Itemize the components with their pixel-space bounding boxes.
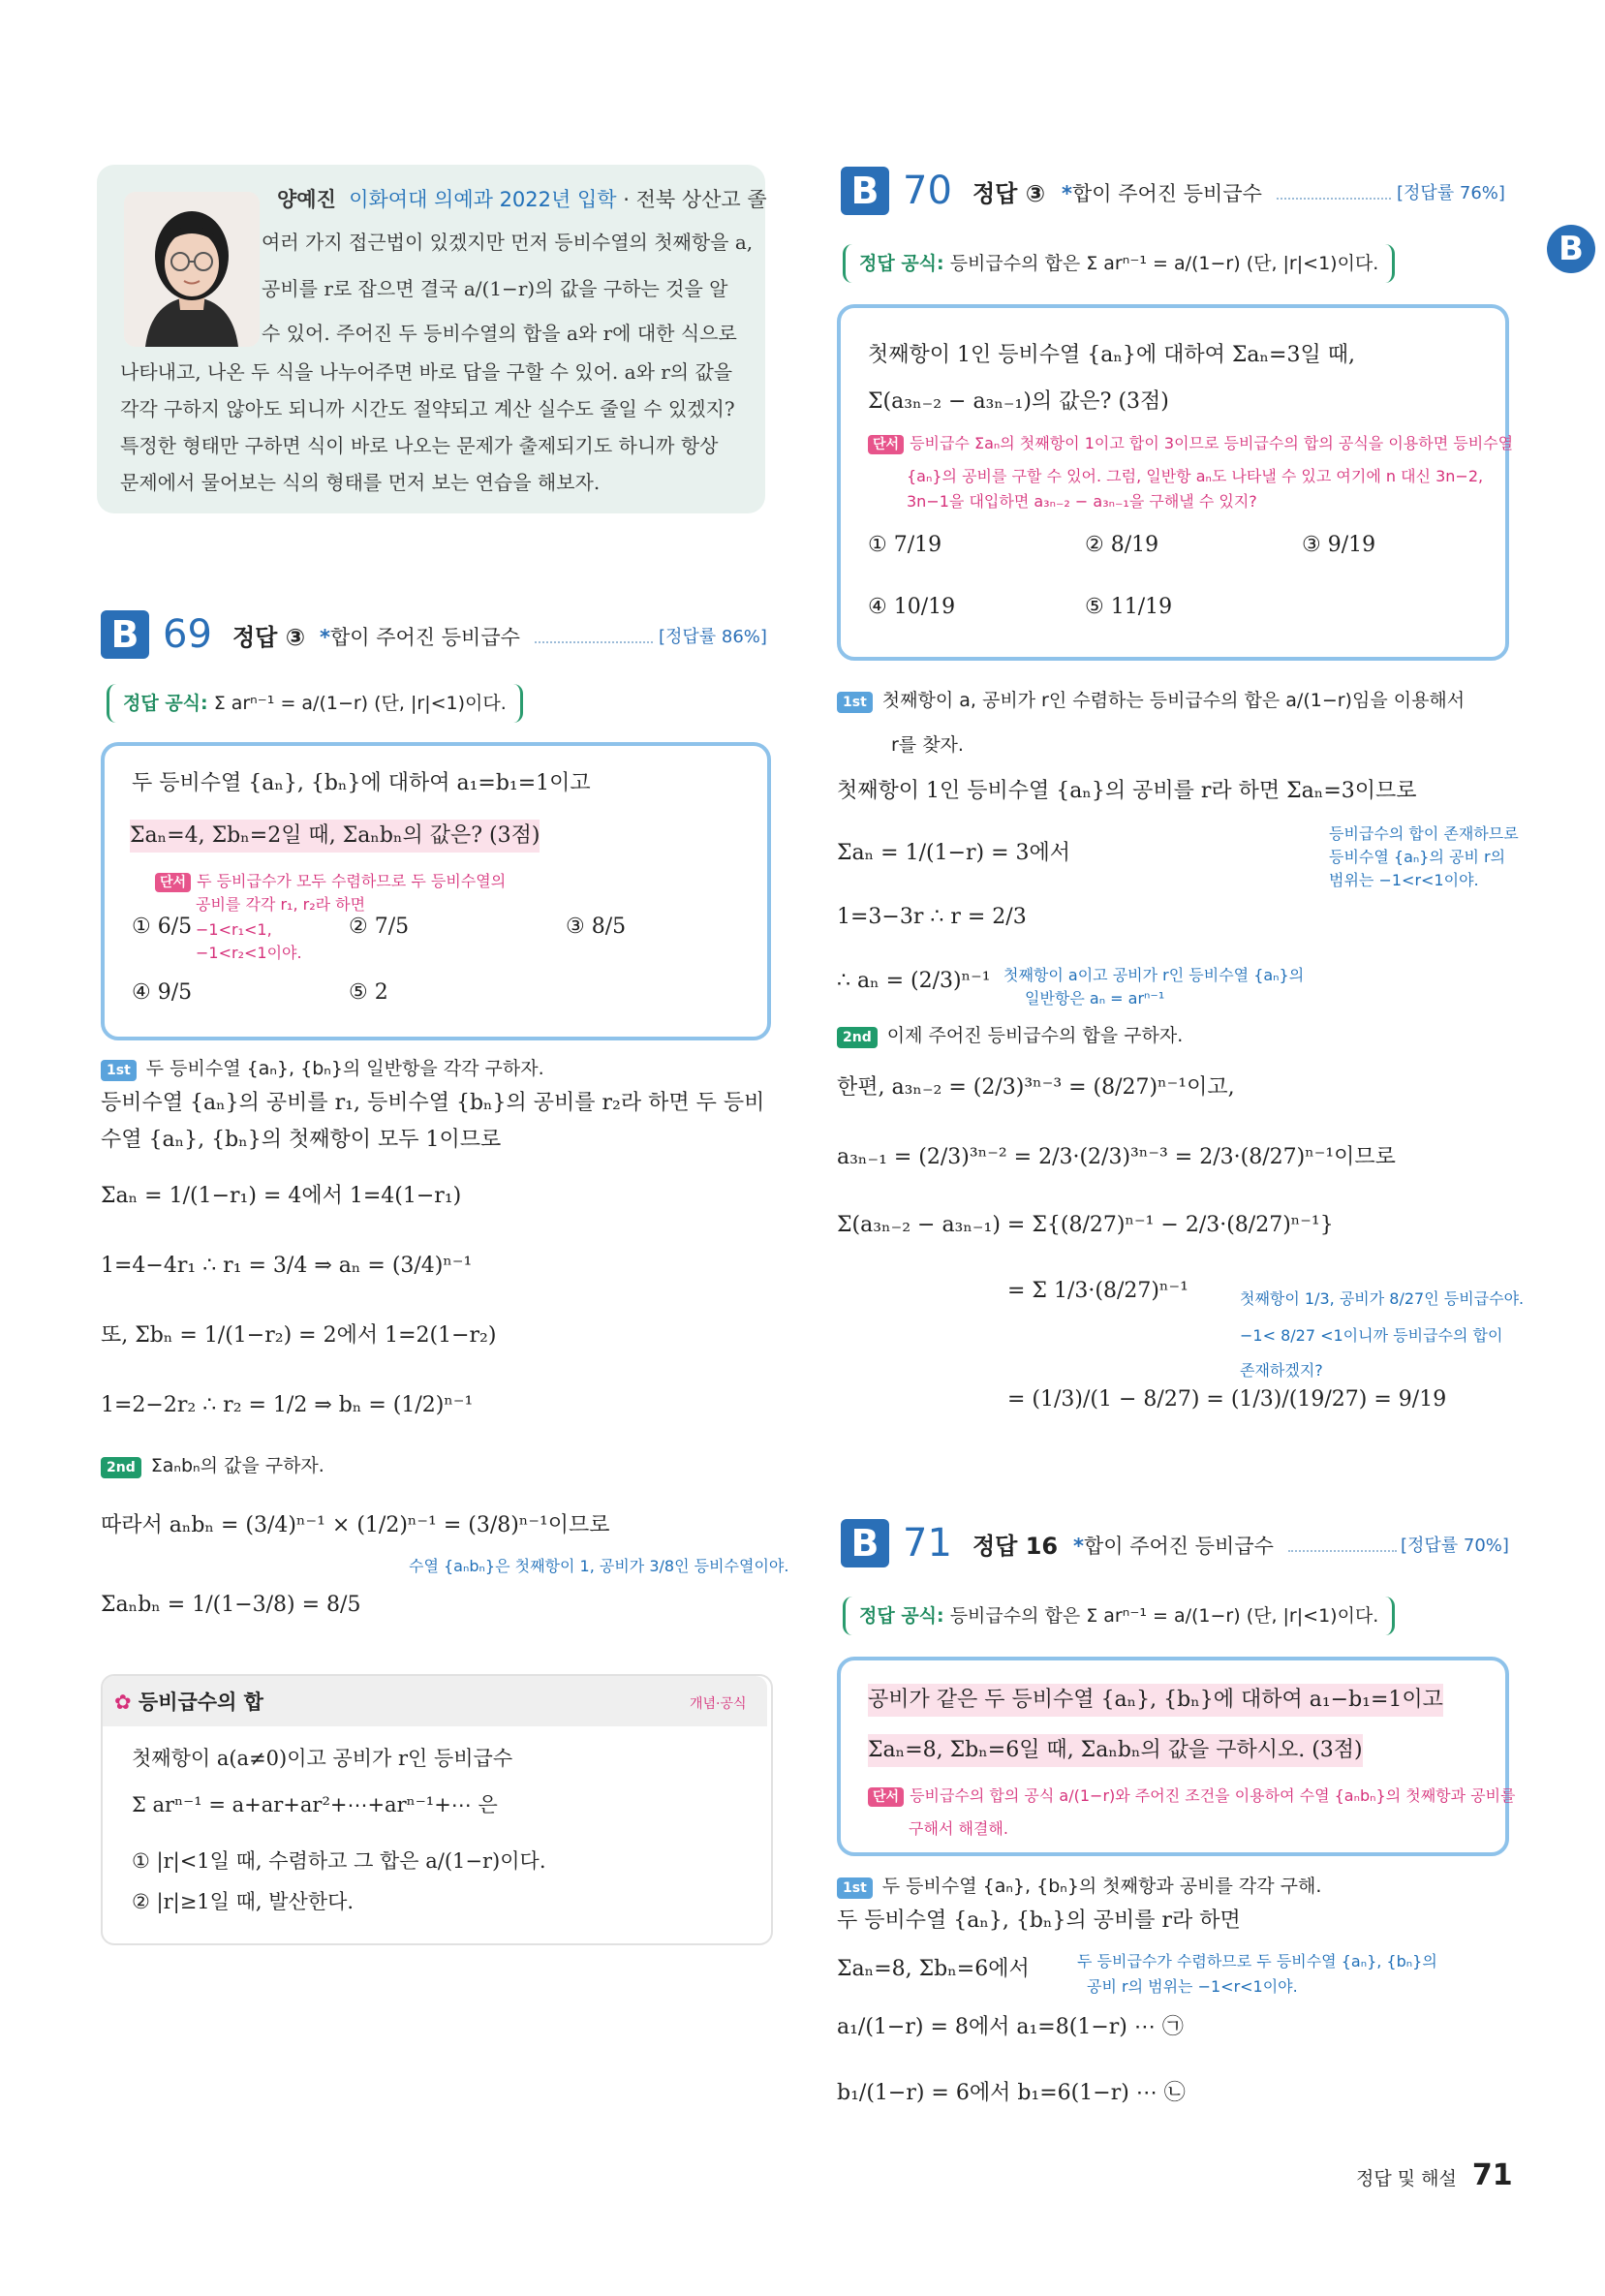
interviewee-name: 양예진 xyxy=(277,188,336,211)
student-portrait-icon xyxy=(124,192,260,347)
choice-1: ① 6/5 xyxy=(132,915,193,939)
solution-note: 첫째항이 1/3, 공비가 8/27인 등비급수야. xyxy=(1240,1289,1525,1308)
problem-69-hint: 단서 두 등비급수가 모두 수렴하므로 두 등비수열의 xyxy=(155,870,506,893)
solution-note: 첫째항이 a이고 공비가 r인 등비수열 {aₙ}의 xyxy=(1003,966,1305,984)
problem-69-rate: [정답률 86%] xyxy=(659,627,767,647)
formula-label: 정답 공식: xyxy=(123,693,208,714)
interviewee-school: 이화여대 의예과 2022년 입학 xyxy=(349,188,617,211)
interview-line: 나타내고, 나온 두 식을 나누어주면 바로 답을 구할 수 있어. a와 r의 값을 xyxy=(120,360,733,384)
solution-line: a₃ₙ₋₁ = (2/3)³ⁿ⁻² = 2/3·(2/3)³ⁿ⁻³ = 2/3·(8/27)ⁿ⁻¹이므로 xyxy=(837,1145,1396,1169)
problem-70-hint: 단서 등비급수 Σaₙ의 첫째항이 1이고 합이 3이므로 등비급수의 합의 공식을 이용하면 등비수열 xyxy=(868,432,1513,455)
footer-label: 정답 및 해설 xyxy=(1356,2168,1457,2189)
problem-70-number: 70 xyxy=(903,169,952,213)
choice-5: ⑤ 2 xyxy=(349,980,388,1005)
interview-line: 특정한 형태만 구하면 식이 바로 나오는 문제가 출제되기도 하니까 항상 xyxy=(120,434,719,457)
concept-tag: 개념·공식 xyxy=(690,1696,747,1712)
problem-70-topic: *합이 주어진 등비급수 xyxy=(1062,182,1262,205)
solution-note: −1< 8/27 <1이니까 등비급수의 합이 xyxy=(1240,1326,1503,1345)
concept-line: ② |r|≥1일 때, 발산한다. xyxy=(132,1890,355,1913)
solution-line: b₁/(1−r) = 6에서 b₁=6(1−r) ⋯ ㉡ xyxy=(837,2081,1186,2105)
question-line: Σaₙ=8, Σbₙ=6일 때, Σaₙbₙ의 값을 구하시오. (3점) xyxy=(868,1734,1363,1767)
hint-line: −1<r₂<1이야. xyxy=(196,944,302,962)
formula-text: 등비급수의 합은 Σ arⁿ⁻¹ = a/(1−r) (단, |r|<1)이다. xyxy=(949,1605,1379,1627)
hint-line: −1<r₁<1, xyxy=(196,920,272,939)
problem-69-badge: B xyxy=(101,610,149,659)
choice-4: ④ 10/19 xyxy=(868,595,956,619)
question-line: Σaₙ=4, Σbₙ=2일 때, Σaₙbₙ의 값은? (3점) xyxy=(130,820,540,853)
question-line: 두 등비수열 {aₙ}, {bₙ}에 대하여 a₁=b₁=1이고 xyxy=(132,771,591,795)
concept-line: Σ arⁿ⁻¹ = a+ar+ar²+⋯+arⁿ⁻¹+⋯ 은 xyxy=(132,1793,498,1816)
choice-3-correct: ③ 8/5 xyxy=(566,915,627,939)
leader-dots xyxy=(535,641,653,643)
problem-70-formula xyxy=(843,244,1395,283)
problem-69-formula xyxy=(107,684,523,723)
formula-text: 등비급수의 합은 Σ arⁿ⁻¹ = a/(1−r) (단, |r|<1)이다. xyxy=(949,253,1379,274)
solution-note: 등비급수의 합이 존재하므로 xyxy=(1329,824,1519,843)
interview-line: 여러 가지 접근법이 있겠지만 먼저 등비수열의 첫째항을 a, xyxy=(262,231,754,254)
solution-line: 1=3−3r ∴ r = 2/3 xyxy=(837,905,1027,929)
solution-line: 수열 {aₙ}, {bₙ}의 첫째항이 모두 1이므로 xyxy=(101,1128,502,1152)
interview-line: 수 있어. 주어진 두 등비수열의 합을 a와 r에 대한 식으로 xyxy=(262,322,737,345)
problem-71-rate: [정답률 70%] xyxy=(1401,1536,1509,1556)
concept-title: ✿ 등비급수의 합 xyxy=(114,1691,263,1714)
student-photo xyxy=(124,192,260,347)
solution-line: = (1/3)/(1 − 8/27) = (1/3)/(19/27) = 9/19 xyxy=(1007,1387,1447,1412)
solution-line: 또, Σbₙ = 1/(1−r₂) = 2에서 1=2(1−r₂) xyxy=(101,1323,497,1348)
solution-note: 공비 r의 범위는 −1<r<1이야. xyxy=(1087,1977,1298,1996)
problem-69-answer: 정답 ③ xyxy=(232,624,306,651)
solution-line: 첫째항이 1인 등비수열 {aₙ}의 공비를 r라 하면 Σaₙ=3이므로 xyxy=(837,779,1417,803)
question-line: Σ(a₃ₙ₋₂ − a₃ₙ₋₁)의 값은? (3점) xyxy=(868,389,1169,414)
solution-note: 수열 {aₙbₙ}은 첫째항이 1, 공비가 3/8인 등비수열이야. xyxy=(409,1557,789,1575)
problem-69-topic: *합이 주어진 등비급수 xyxy=(320,626,520,649)
concept-line: 첫째항이 a(a≠0)이고 공비가 r인 등비급수 xyxy=(132,1747,513,1770)
problem-70-badge: B xyxy=(841,167,889,215)
hint-line: 공비를 각각 r₁, r₂라 하면 xyxy=(196,895,366,914)
interview-header xyxy=(277,182,767,217)
solution-line: = Σ 1/3·(8/27)ⁿ⁻¹ xyxy=(1007,1279,1188,1303)
solution-line: Σaₙ = 1/(1−r₁) = 4에서 1=4(1−r₁) xyxy=(101,1184,462,1208)
interviewee-origin: · 전북 상산고 졸 xyxy=(623,188,767,211)
flower-icon: ✿ xyxy=(114,1691,132,1714)
question-line: 공비가 같은 두 등비수열 {aₙ}, {bₙ}에 대하여 a₁−b₁=1이고 xyxy=(868,1684,1443,1717)
section-badge: B xyxy=(1547,225,1595,273)
problem-71-hint: 단서 등비급수의 합의 공식 a/(1−r)와 주어진 조건을 이용하여 수열 {aₙbₙ}의 첫째항과 공비를 xyxy=(868,1784,1516,1808)
solution-line: 1=2−2r₂ ∴ r₂ = 1/2 ⇒ bₙ = (1/2)ⁿ⁻¹ xyxy=(101,1393,474,1417)
solution-line: ∴ aₙ = (2/3)ⁿ⁻¹ xyxy=(837,969,991,993)
problem-71-badge: B xyxy=(841,1519,889,1567)
interview-line: 문제에서 물어보는 식의 형태를 먼저 보는 연습을 해보자. xyxy=(120,471,601,494)
formula-text: Σ arⁿ⁻¹ = a/(1−r) (단, |r|<1)이다. xyxy=(213,693,507,714)
choice-4: ④ 9/5 xyxy=(132,980,193,1005)
problem-71-topic: *합이 주어진 등비급수 xyxy=(1073,1535,1274,1558)
concept-line: ① |r|<1일 때, 수렴하고 그 합은 a/(1−r)이다. xyxy=(132,1849,546,1873)
solution-note: 존재하겠지? xyxy=(1240,1361,1323,1380)
solution-line: 1=4−4r₁ ∴ r₁ = 3/4 ⇒ aₙ = (3/4)ⁿ⁻¹ xyxy=(101,1254,473,1278)
hint-line: {aₙ}의 공비를 구할 수 있어. 그럼, 일반항 aₙ도 나타낼 수 있고 여기에 n 대신 3n−2, xyxy=(907,467,1484,485)
problem-71-number: 71 xyxy=(903,1521,952,1566)
solution-line: Σaₙ = 1/(1−r) = 3에서 xyxy=(837,841,1071,865)
hint-line: 3n−1을 대입하면 a₃ₙ₋₂ − a₃ₙ₋₁을 구해낼 수 있지? xyxy=(907,492,1257,511)
choice-5: ⑤ 11/19 xyxy=(1085,595,1173,619)
page-footer xyxy=(1356,2158,1513,2196)
problem-69-step1: 1st 두 등비수열 {aₙ}, {bₙ}의 일반항을 각각 구하자. xyxy=(101,1052,544,1085)
step-line: r를 찾자. xyxy=(891,734,964,756)
solution-line: 한편, a₃ₙ₋₂ = (2/3)³ⁿ⁻³ = (8/27)ⁿ⁻¹이고, xyxy=(837,1075,1235,1100)
interview-line: 공비를 r로 잡으면 결국 a/(1−r)의 값을 구하는 것을 알 xyxy=(262,277,728,300)
problem-70-answer: 정답 ③ xyxy=(972,180,1046,207)
solution-note: 일반항은 aₙ = arⁿ⁻¹ xyxy=(1025,989,1165,1008)
leader-dots xyxy=(1277,198,1391,200)
problem-71-step1: 1st 두 등비수열 {aₙ}, {bₙ}의 첫째항과 공비를 각각 구해. xyxy=(837,1870,1321,1903)
problem-69-step2: 2nd Σaₙbₙ의 값을 구하자. xyxy=(101,1449,324,1482)
problem-70-step1: 1st 첫째항이 a, 공비가 r인 수렴하는 등비급수의 합은 a/(1−r)임을 이용해서 xyxy=(837,684,1465,717)
solution-line: a₁/(1−r) = 8에서 a₁=8(1−r) ⋯ ㉠ xyxy=(837,2015,1184,2039)
page-number: 71 xyxy=(1471,2158,1513,2192)
problem-70-rate: [정답률 76%] xyxy=(1397,183,1505,203)
solution-line: Σ(a₃ₙ₋₂ − a₃ₙ₋₁) = Σ{(8/27)ⁿ⁻¹ − 2/3·(8/27)ⁿ⁻¹} xyxy=(837,1213,1334,1237)
hint-line: 구해서 해결해. xyxy=(909,1819,1008,1838)
leader-dots xyxy=(1288,1550,1397,1552)
problem-71-answer: 정답 16 xyxy=(972,1533,1059,1560)
problem-71-formula xyxy=(843,1597,1395,1635)
question-line: 첫째항이 1인 등비수열 {aₙ}에 대하여 Σaₙ=3일 때, xyxy=(868,343,1355,367)
formula-label: 정답 공식: xyxy=(859,253,944,274)
solution-note: 두 등비급수가 수렴하므로 두 등비수열 {aₙ}, {bₙ}의 xyxy=(1077,1952,1437,1970)
choice-2: ② 7/5 xyxy=(349,915,410,939)
solution-line: 따라서 aₙbₙ = (3/4)ⁿ⁻¹ × (1/2)ⁿ⁻¹ = (3/8)ⁿ⁻¹이므로 xyxy=(101,1513,610,1537)
problem-69-number: 69 xyxy=(163,612,212,657)
solution-line: Σaₙ=8, Σbₙ=6에서 xyxy=(837,1957,1030,1981)
choice-3-correct: ③ 9/19 xyxy=(1302,533,1376,557)
solution-line: 두 등비수열 {aₙ}, {bₙ}의 공비를 r라 하면 xyxy=(837,1908,1241,1933)
formula-label: 정답 공식: xyxy=(859,1605,944,1627)
choice-1: ① 7/19 xyxy=(868,533,942,557)
solution-line: 등비수열 {aₙ}의 공비를 r₁, 등비수열 {bₙ}의 공비를 r₂라 하면 두 등비 xyxy=(101,1091,765,1115)
choice-2: ② 8/19 xyxy=(1085,533,1159,557)
solution-note: 범위는 −1<r<1이야. xyxy=(1329,871,1479,889)
interview-line: 각각 구하지 않아도 되니까 시간도 절약되고 계산 실수도 줄일 수 있겠지? xyxy=(120,397,735,420)
problem-70-step2: 2nd 이제 주어진 등비급수의 합을 구하자. xyxy=(837,1019,1183,1052)
solution-line: Σaₙbₙ = 1/(1−3/8) = 8/5 xyxy=(101,1593,361,1617)
solution-note: 등비수열 {aₙ}의 공비 r의 xyxy=(1329,848,1506,866)
